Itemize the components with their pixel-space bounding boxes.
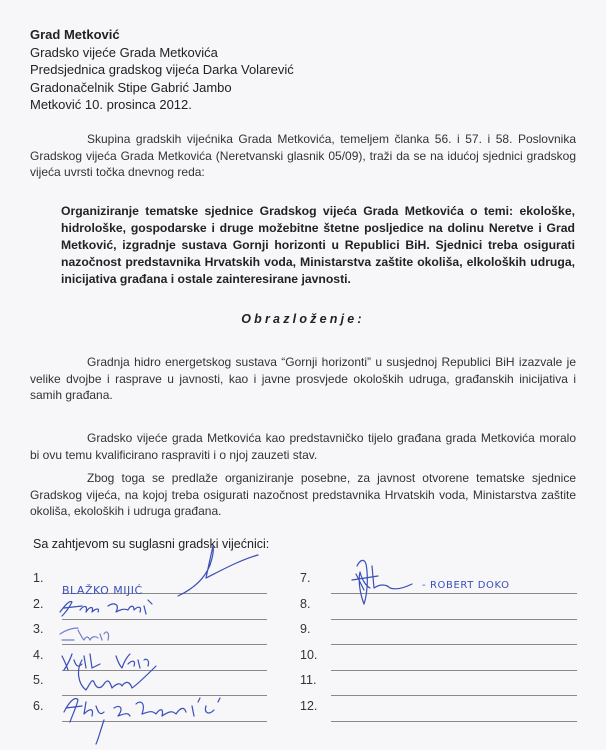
signature-line [331,619,577,620]
signature-row-number: 1. [33,571,44,585]
signatures-label: Sa zahtjevom su suglasni gradski vijećnici: [33,537,270,551]
signature-row-number: 9. [300,622,311,636]
signature-1-name: BLAŽKO MIJIĆ [62,584,143,597]
signature-row-number: 11. [300,673,317,687]
signature-line [331,670,577,671]
signature-row-number: 6. [33,698,44,713]
signature-5 [79,660,156,690]
explanation-text-3: Zbog toga se predlaže organiziranje posebne, za javnost otvorene tematske sjednice Gradskog vijeća, na kojoj treba osigurati nazočnost predstavnika Hrvatskih voda, Ministarstva zaštite okoliša, ekoloških i udruga građana. [30,471,576,518]
signature-row-number: 12. [300,698,318,713]
explanation-text-2: Gradsko vijeće grada Metkovića kao predstavničko tijelo građana grada Metkovića moralo bi ovu temu kvalificirano raspraviti i o njoj zauzeti stav. [30,431,576,462]
request-intro-paragraph [30,131,576,181]
signature-row-number: 7. [300,571,311,585]
request-intro-text: Skupina gradskih vijećnika Grada Metkovića, temeljem članka 56. i 57. i 58. Poslovnika Gradskog vijeća Grada Metkovića (Neretvanski glasnik 05/09), traži da se na idućoj sjednici gradskog vijeća uvrsti točka dnevnog reda: [30,132,576,179]
agenda-item: Organiziranje tematske sjednice Gradskog vijeća Grada Metkovića o temi: ekološke, hidrološke, gospodarske i druge možebitne štetne posljedice na dolinu Neretve i Grad Metković, izgradnje sustava Gornji horizonti u Republici BiH. Sjednici treba osigurati nazočnost predstavnika Hrvatskih voda, Ministarstva zaštite okoliša, elkoloških udruga, inicijativa građana i ostale zainteresirane javnosti. [61,204,575,286]
signature-7 [352,560,412,604]
signature-line [331,644,577,645]
signature-row-number: 5. [33,673,44,687]
explanation-heading: Obrazloženje: [241,312,365,326]
explanation-paragraph-1 [30,354,576,404]
signature-1-flourish [178,546,258,596]
signature-line [62,670,267,671]
header-org: Grad Metković [30,27,120,42]
header-mayor: Gradonačelnik Stipe Gabrić Jambo [30,79,232,95]
signature-7-name: - ROBERT DOKO [422,580,510,591]
signature-line [62,721,267,722]
signature-3 [60,628,109,640]
signature-line [62,619,267,620]
signature-line [331,695,577,696]
signature-line [62,695,267,696]
signature-line [331,721,577,722]
signature-row-number: 2. [33,596,44,611]
header-council: Gradsko vijeće Grada Metkovića [30,44,218,60]
explanation-text-1: Gradnja hidro energetskog sustava “Gornji horizonti” u susjednoj Republici BiH izazvale je velike dvojbe i rasprave u javnosti, kao i javne prosvjede okoloških udruga, građanskih inicijativa i samih građana. [30,355,576,402]
header-president: Predsjednica gradskog vijeća Darka Volarević [30,62,294,77]
signature-line [62,593,267,594]
letter-header [30,26,294,114]
signature-4 [62,654,149,670]
signature-line [62,644,267,645]
signature-row-number: 8. [300,596,311,611]
signature-row-number: 4. [33,647,44,662]
signature-row-number: 10. [300,647,318,662]
signature-row-number: 3. [33,622,44,636]
explanation-paragraph-3 [30,470,576,520]
explanation-paragraph-2 [30,430,576,463]
signature-line [331,593,577,594]
header-date: Metković 10. prosinca 2012. [30,97,192,112]
signature-2 [60,600,152,616]
